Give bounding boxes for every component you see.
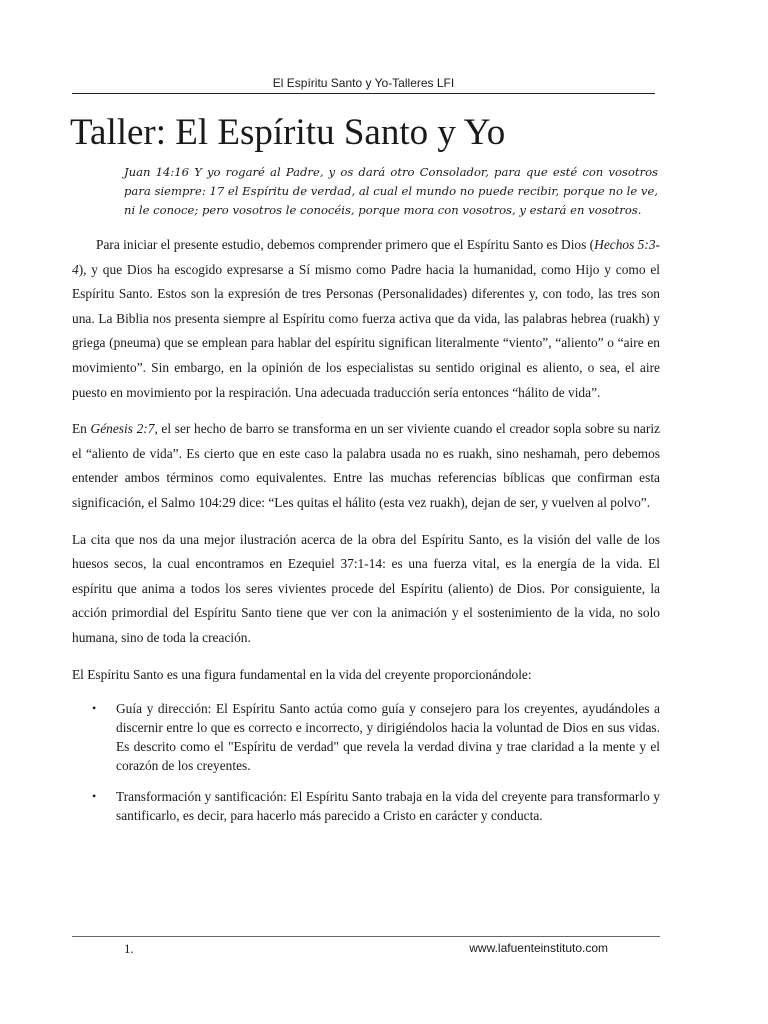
- list-item: [72, 699, 660, 775]
- body-text: [72, 233, 660, 837]
- paragraph-ezekiel: La cita que nos da una mejor ilustración acerca de la obra del Espíritu Santo, es la visión del valle de los huesos secos, la cual encontramos en Ezequiel 37:1-14: es una fuerza vital, es la energía de la vida. El espíritu que anima a todos los seres vivientes procede del Espíritu (aliento) de Dios. Por consiguiente, la acción primordial del Espíritu Santo tiene que ver con la animación y el sostenimiento de la vida, no solo humana, sino de toda la creación.: [72, 531, 660, 645]
- footer-divider: [72, 936, 660, 937]
- paragraph-text: Para iniciar el presente estudio, debemos comprender primero que el Espíritu Santo es Dios (: [96, 237, 595, 252]
- list-item-text: Transformación y santificación: El Espíritu Santo trabaja en la vida del creyente para transformarlo y santificarlo, es decir, para hacerlo más parecido a Cristo en carácter y conducta.: [116, 789, 660, 824]
- page-number: 1.: [124, 941, 134, 956]
- bullet-icon: •: [92, 789, 97, 804]
- scripture-epigraph: Juan 14:16 Y yo rogaré al Padre, y os dará otro Consolador, para que esté con vosotros para siempre: 17 el Espíritu de verdad, al cual el mundo no puede recibir, porque no le ve, ni le conoce; pero vosotros le conocéis, porque mora con vosotros, y estará en vosotros.: [124, 165, 658, 217]
- page-title: Taller: El Espíritu Santo y Yo: [70, 112, 506, 153]
- list-item: [72, 787, 660, 825]
- paragraph-text: ), y que Dios ha escogido expresarse a Sí mismo como Padre hacia la humanidad, como Hijo y como el Espíritu Santo. Estos son la expresión de tres Personas (Personalidades) diferentes y, con todo, las tres son una. La Biblia nos presenta siempre al Espíritu como fuerza activa que da vida, las palabras hebrea (ruakh) y griega (pneuma) que se emplean para hablar del espíritu significan literalmente “viento”, “aliento” o “aire en movimiento”. Sin embargo, en la opinión de los especialistas su sentido original es aliento, o sea, el aire puesto en movimiento por la respiración. Una adecuada traducción sería entonces “hálito de vida”.: [72, 261, 660, 400]
- list-item-text: Guía y dirección: El Espíritu Santo actúa como guía y consejero para los creyentes, ayudándoles a discernir entre lo que es correcto e incorrecto, y dirigiéndolos hacia la voluntad de Dios en sus vidas. Es descrito como el "Espíritu de verdad" que revela la verdad divina y trae claridad a la mente y el corazón de los creyentes.: [116, 701, 660, 774]
- paragraph-text: , el ser hecho de barro se transforma en un ser viviente cuando el creador sopla sobre su nariz el “aliento de vida”. Es cierto que en este caso la palabra usada no es ruakh, sino neshamah, pero debemos entender ambos términos como equivalentes. Entre las muchas referencias bíblicas que confirman esta significación, el Salmo 104:29 dice: “Les quitas el hálito (esta vez ruakh), dejan de ser, y vuelven al polvo”.: [72, 421, 660, 510]
- scripture-reference: Hechos 5:3-4: [72, 237, 660, 277]
- paragraph-genesis: [72, 417, 660, 515]
- paragraph-intro: [72, 233, 660, 405]
- bullet-icon: •: [92, 701, 97, 716]
- running-header: El Espíritu Santo y Yo-Talleres LFI: [72, 76, 655, 94]
- paragraph-text: En: [72, 421, 91, 437]
- paragraph-list-intro: El Espíritu Santo es una figura fundamental en la vida del creyente proporcionándole:: [72, 666, 532, 682]
- footer-website-link[interactable]: www.lafuenteinstituto.com: [469, 941, 608, 955]
- scripture-reference: Génesis 2:7: [90, 421, 155, 437]
- bullet-list: [72, 699, 660, 825]
